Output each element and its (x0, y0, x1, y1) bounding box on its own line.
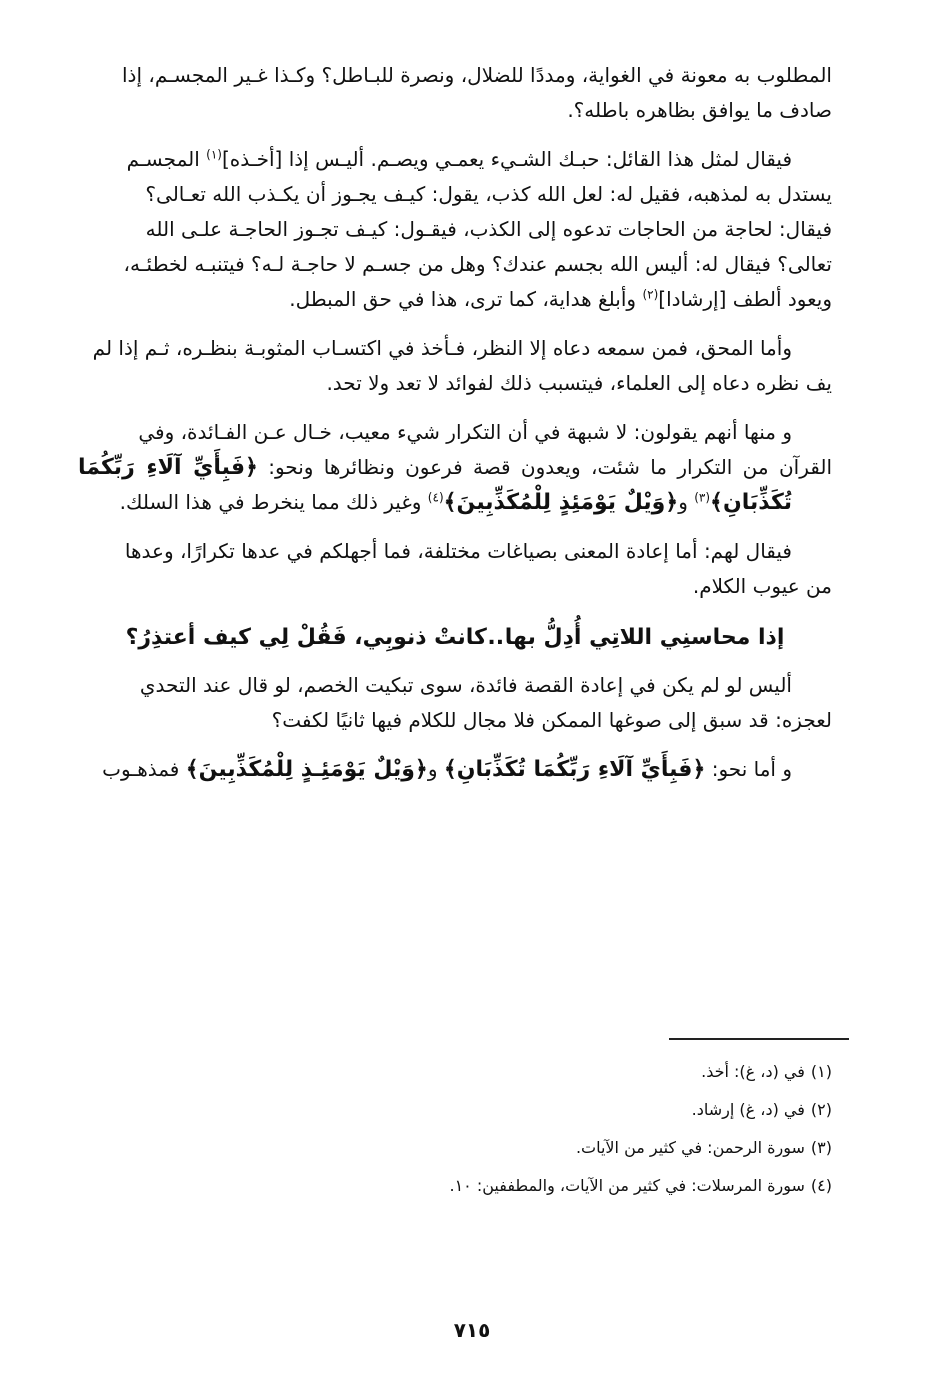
paragraph-3 (78, 331, 832, 401)
footnote-number: (٤) (810, 1176, 832, 1195)
quran-verse: ﴿وَيْلٌ يَوْمَئِذٍ لِلْمُكَذِّبِينَ﴾ (443, 490, 679, 515)
text-segment: و (427, 757, 444, 781)
footnote-1 (132, 1062, 832, 1082)
quran-verse: ﴿فَبِأَيِّ آلَاءِ رَبِّكُمَا تُكَذِّبَانِ﴾ (78, 455, 792, 515)
footnotes (132, 1062, 832, 1214)
footnote-text: سورة الرحمن: في كثير من الآيات. (575, 1138, 805, 1157)
text-line: من عيوب الكلام. (692, 574, 832, 598)
footnote-number: (٣) (810, 1138, 832, 1157)
page-body (78, 58, 832, 801)
footnote-divider (669, 1038, 849, 1040)
poem-hemistich-1: إذا محاسنِي اللاتِي أُدِلُّ بها (504, 625, 785, 650)
text-segment: ويعود ألطف [إرشادا] (658, 287, 832, 311)
paragraph-4 (78, 415, 832, 520)
paragraph-7 (78, 752, 832, 787)
text-line: المطلوب به معونة في الغواية، ومددًا للضلال، ونصرة للبـاطل؟ وكـذا غـير المجسـم، إذا (122, 63, 832, 87)
page-number: ٧١٥ (453, 1318, 491, 1342)
footnote-number: (٢) (810, 1100, 832, 1119)
text-line: فيقال: لحاجة من الحاجات تدعوه إلى الكذب، فيقـول: كيـف تجـوز الحاجـة علـى الله (145, 217, 832, 241)
footnote-2 (132, 1100, 832, 1120)
poem-separator: .. (487, 625, 505, 650)
text-line: صادف ما يوافق بظاهره باطله؟. (567, 98, 832, 122)
text-line: يستدل به لمذهبه، فقيل له: لعل الله كذب، يقول: كيـف يجـوز أن يكـذب الله تعـالى؟ (145, 182, 832, 206)
footnote-ref-4: (٤) (427, 490, 444, 505)
footnote-3 (132, 1138, 832, 1158)
text-line: يف نظره دعاه إلى العلماء، فيتسبب ذلك لفوائد لا تعد ولا تحد. (326, 371, 832, 395)
text-segment: فيقال لمثل هذا القائل: حبـك الشـيء يعمـي ويصـم. أليـس إذا [أخـذه] (221, 147, 792, 171)
text-segment: و (678, 490, 695, 514)
text-segment: و أما نحو: (705, 757, 792, 781)
poem-verse (78, 618, 832, 658)
quran-verse: ﴿فَبِأَيِّ آلَاءِ رَبِّكُمَا تُكَذِّبَانِ﴾ (443, 757, 706, 782)
text-line: أليس لو لم يكن في إعادة القصة فائدة، سوى تبكيت الخصم، لو قال عند التحدي (139, 673, 792, 697)
text-segment: فمذهـوب (102, 757, 186, 781)
text-line (78, 142, 792, 177)
text-segment: القرآن من التكرار ما شئت، ويعدون قصة فرعون ونظائرها ونحو: (257, 455, 833, 479)
text-line: تعالى؟ فيقال له: أليس الله بجسم عندك؟ وهل من جسـم لا حاجـة لـه؟ فيتنبـه لخطئـه، (123, 252, 832, 276)
text-segment: المجسـم (126, 147, 207, 171)
text-line (78, 282, 832, 317)
text-segment: وغير ذلك مما ينخرط في هذا السلك. (119, 490, 428, 514)
footnote-ref-1: (١) (206, 147, 222, 162)
quran-verse: ﴿وَيْلٌ يَوْمَئِـذٍ لِلْمُكَذِّبِينَ﴾ (185, 757, 428, 782)
footnote-text: في (د، غ) إرشاد. (691, 1100, 805, 1119)
text-line: و منها أنهم يقولون: لا شبهة في أن التكرار شيء معيب، خـال عـن الفـائدة، وفي (138, 420, 792, 444)
footnote-text: سورة المرسلات: في كثير من الآيات، والمطففين: ١٠. (449, 1176, 805, 1195)
text-line: فيقال لهم: أما إعادة المعنى بصياغات مختلفة، فما أجهلكم في عدها تكرارًا، وعدها (124, 539, 792, 563)
paragraph-2 (78, 142, 832, 317)
poem-hemistich-2: كانتْ ذنوبِي، فَقُلْ لِي كيف أعتذِرُ؟ (125, 625, 487, 650)
footnote-ref-2: (٢) (642, 287, 659, 302)
footnote-ref-3: (٣) (694, 490, 711, 505)
paragraph-6 (78, 668, 832, 738)
footnote-text: في (د، غ): أخذ. (701, 1062, 805, 1081)
footnote-4 (132, 1176, 832, 1196)
text-line: لعجزه: قد سبق إلى صوغها الممكن فلا مجال للكلام فيها ثانيًا لكفت؟ (271, 708, 832, 732)
footnote-number: (١) (810, 1062, 832, 1081)
paragraph-1 (78, 58, 832, 128)
text-segment: وأبلغ هداية، كما ترى، هذا في حق المبطل. (289, 287, 643, 311)
text-line: وأما المحق، فمن سمعه دعاه إلا النظر، فـأخذ في اكتسـاب المثوبـة بنظـره، ثـم إذا لم (92, 336, 792, 360)
paragraph-5 (78, 534, 832, 604)
